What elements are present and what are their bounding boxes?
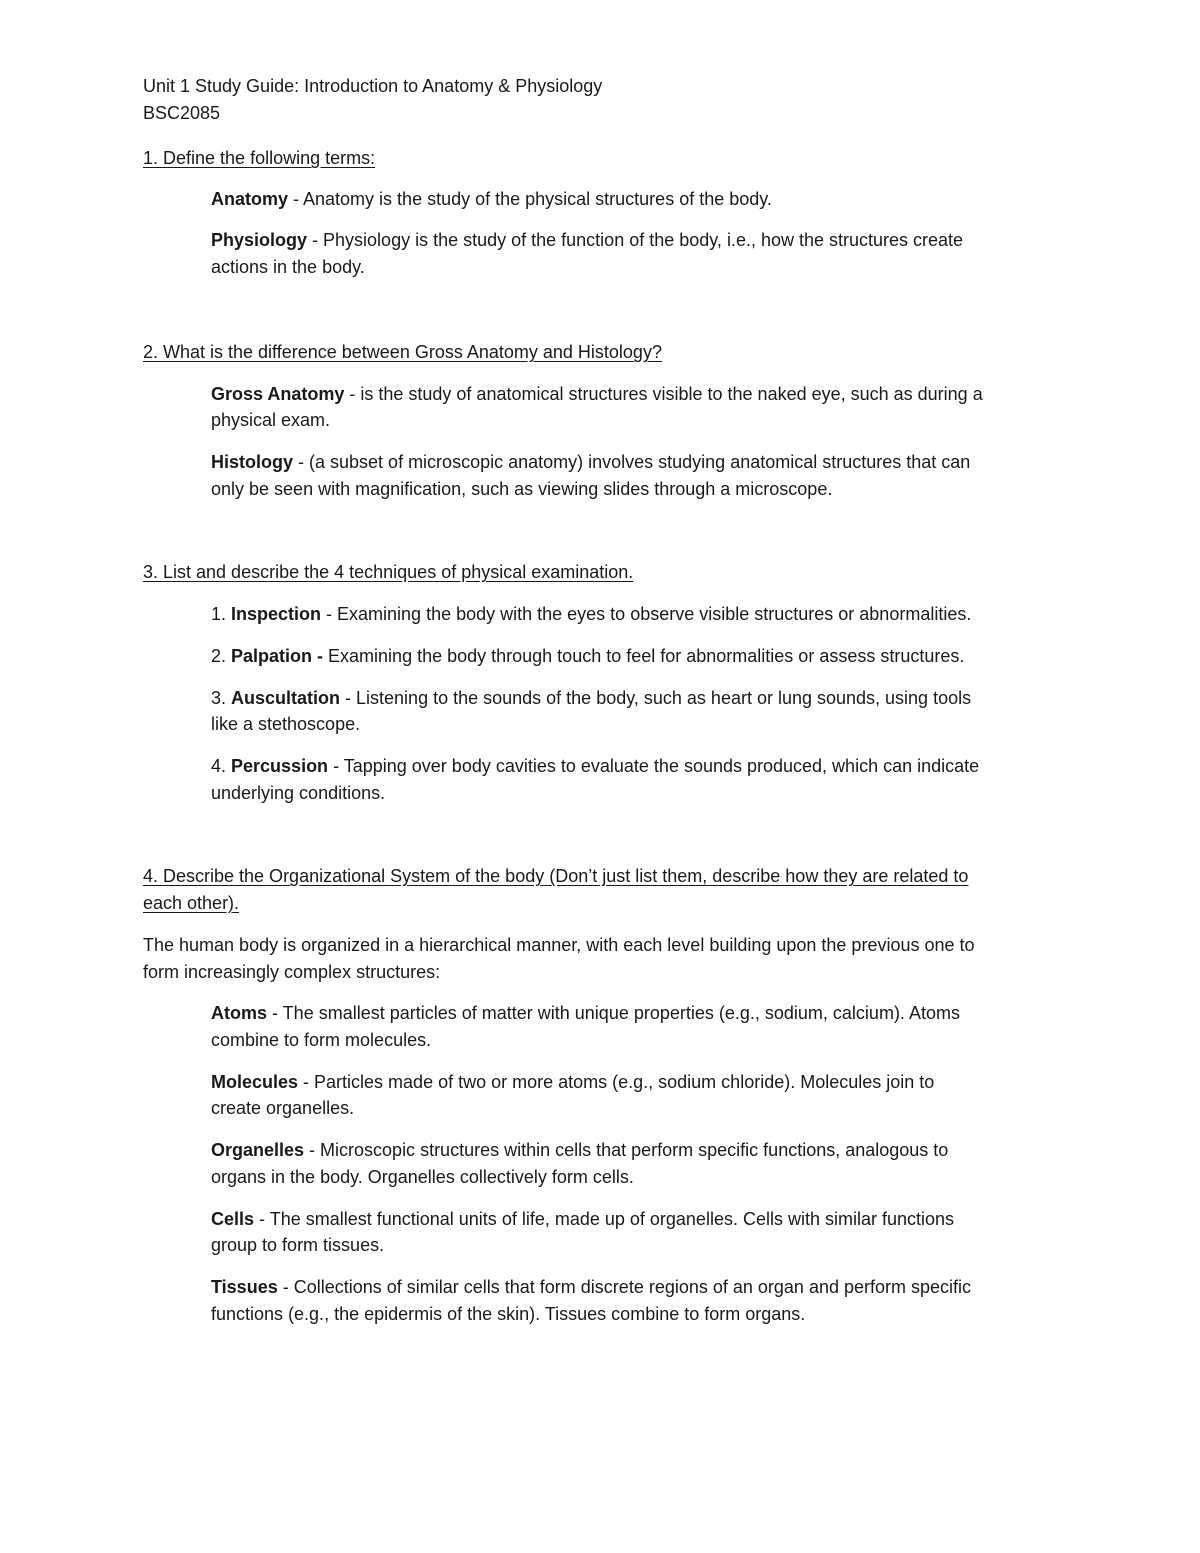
technique-palpation xyxy=(211,643,964,669)
level-atoms xyxy=(211,1000,960,1026)
definition-gross-anatomy xyxy=(211,381,983,407)
definition-text: - Particles made of two or more atoms (e.g., sodium chloride). Molecules join to xyxy=(298,1072,935,1092)
technique-percussion xyxy=(211,753,979,779)
definition-continuation: organs in the body. Organelles collectively form cells. xyxy=(211,1167,634,1187)
definition-continuation: group to form tissues. xyxy=(211,1235,385,1255)
question-1: 1. Define the following terms: xyxy=(143,148,376,168)
definition-histology xyxy=(211,449,970,475)
definition-text: - Listening to the sounds of the body, such as heart or lung sounds, using tools xyxy=(340,688,972,708)
definition-text: - The smallest functional units of life, made up of organelles. Cells with similar functions xyxy=(254,1209,955,1229)
question-4: 4. Describe the Organizational System of the body (Don’t just list them, describe how they are related to xyxy=(143,866,969,886)
definition-anatomy xyxy=(211,186,772,212)
term-palpation: Palpation - xyxy=(231,646,324,666)
technique-auscultation xyxy=(211,685,971,711)
technique-inspection xyxy=(211,601,971,627)
definition-continuation: actions in the body. xyxy=(211,257,365,277)
definition-continuation: create organelles. xyxy=(211,1098,355,1118)
definition-text: - Examining the body with the eyes to observe visible structures or abnormalities. xyxy=(321,604,972,624)
term-inspection: Inspection xyxy=(231,604,322,624)
list-number: 1. xyxy=(211,604,232,624)
term-organelles: Organelles xyxy=(211,1140,305,1160)
definition-physiology xyxy=(211,227,963,253)
definition-text: - Microscopic structures within cells that perform specific functions, analogous to xyxy=(304,1140,949,1160)
list-number: 3. xyxy=(211,688,232,708)
definition-text: - is the study of anatomical structures visible to the naked eye, such as during a xyxy=(344,384,983,404)
term-anatomy: Anatomy xyxy=(211,189,289,209)
term-percussion: Percussion xyxy=(231,756,329,776)
term-gross-anatomy: Gross Anatomy xyxy=(211,384,345,404)
definition-text: Examining the body through touch to feel for abnormalities or assess structures. xyxy=(323,646,965,666)
term-histology: Histology xyxy=(211,452,294,472)
definition-continuation: physical exam. xyxy=(211,410,331,430)
definition-continuation: combine to form molecules. xyxy=(211,1030,432,1050)
term-auscultation: Auscultation xyxy=(231,688,341,708)
definition-text: - The smallest particles of matter with unique properties (e.g., sodium, calcium). Atoms xyxy=(267,1003,960,1023)
definition-text: - Anatomy is the study of the physical structures of the body. xyxy=(288,189,772,209)
level-organelles xyxy=(211,1137,948,1163)
level-cells xyxy=(211,1206,954,1232)
intro-paragraph: The human body is organized in a hierarchical manner, with each level building upon the previous one to xyxy=(143,935,975,955)
definition-text: - Tapping over body cavities to evaluate the sounds produced, which can indicate xyxy=(328,756,980,776)
level-molecules xyxy=(211,1069,934,1095)
list-number: 2. xyxy=(211,646,232,666)
term-molecules: Molecules xyxy=(211,1072,299,1092)
term-tissues: Tissues xyxy=(211,1277,278,1297)
term-atoms: Atoms xyxy=(211,1003,268,1023)
definition-text: - Collections of similar cells that form discrete regions of an organ and perform specific xyxy=(277,1277,972,1297)
definition-continuation: underlying conditions. xyxy=(211,783,386,803)
definition-continuation: only be seen with magnification, such as viewing slides through a microscope. xyxy=(211,479,833,499)
definition-continuation: functions (e.g., the epidermis of the skin). Tissues combine to form organs. xyxy=(211,1304,806,1324)
definition-continuation: like a stethoscope. xyxy=(211,714,361,734)
course-code: BSC2085 xyxy=(143,103,221,123)
document-title: Unit 1 Study Guide: Introduction to Anatomy & Physiology xyxy=(143,76,603,96)
question-4-continuation: each other). xyxy=(143,893,240,913)
list-number: 4. xyxy=(211,756,232,776)
question-2: 2. What is the difference between Gross Anatomy and Histology? xyxy=(143,342,662,362)
level-tissues xyxy=(211,1274,971,1300)
question-3: 3. List and describe the 4 techniques of physical examination. xyxy=(143,562,634,582)
definition-text: - Physiology is the study of the function of the body, i.e., how the structures create xyxy=(307,230,964,250)
intro-paragraph-continuation: form increasingly complex structures: xyxy=(143,962,441,982)
term-physiology: Physiology xyxy=(211,230,308,250)
definition-text: - (a subset of microscopic anatomy) involves studying anatomical structures that can xyxy=(293,452,971,472)
term-cells: Cells xyxy=(211,1209,255,1229)
